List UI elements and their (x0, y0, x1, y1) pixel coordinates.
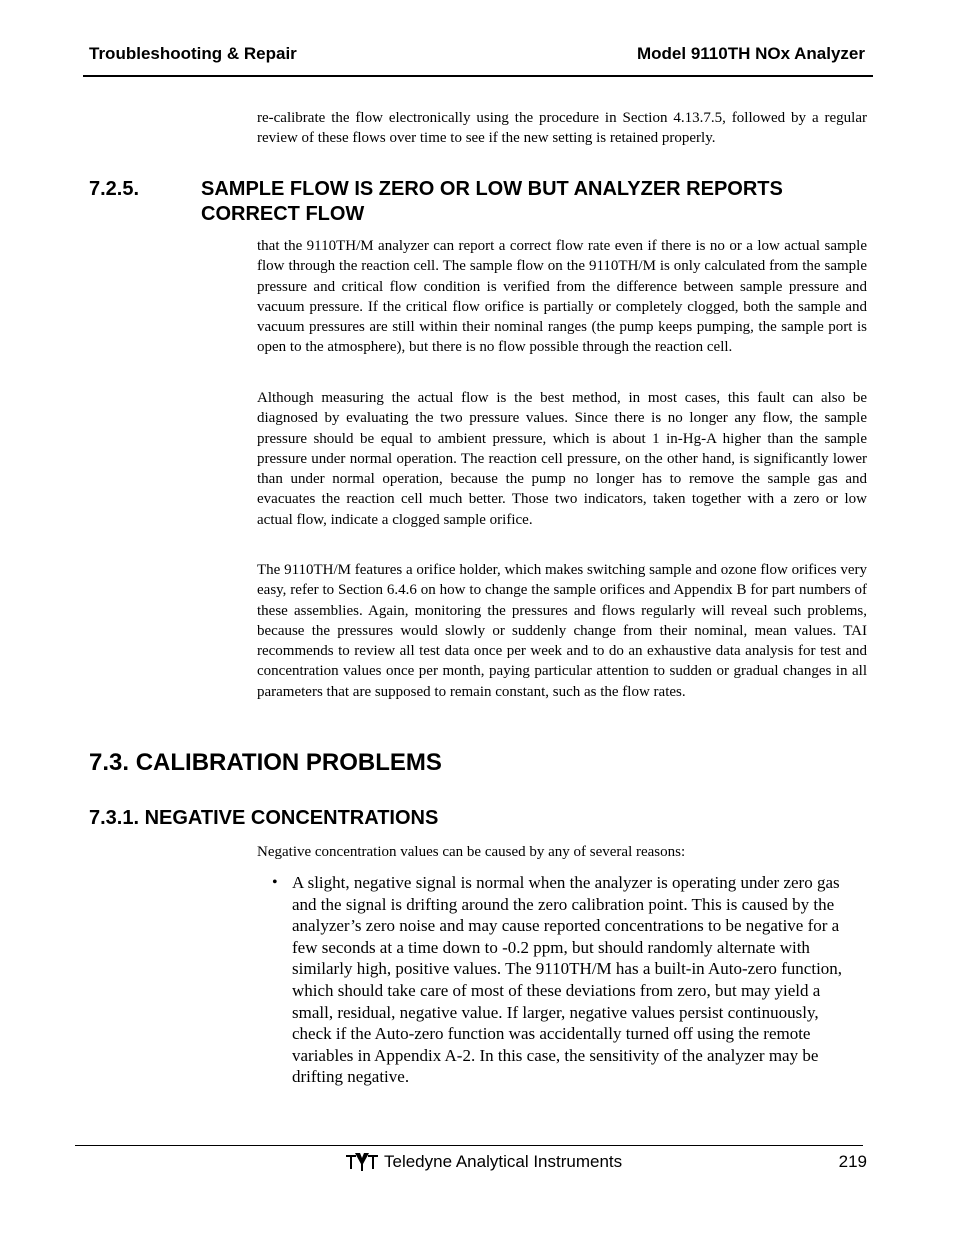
bullet-icon: • (272, 874, 278, 891)
footer-company: Teledyne Analytical Instruments (384, 1152, 623, 1171)
section-heading-7-3: 7.3. CALIBRATION PROBLEMS (89, 749, 442, 776)
paragraph: The 9110TH/M features a orifice holder, which makes switching sample and ozone flow orifices very easy, refer to Section 6.4.6 on how to change the sample orifices and Appendix B for part numbers of these assemblies. Again, monitoring the pressures and flows regularly will reveal such problems, because the pressures would slowly or suddenly change from their nominal, mean values. TAI recommends to review all test data once per week and to do an exhaustive data analysis for test and concentration values once per month, paying particular attention to sudden or gradual changes in all parameters that are supposed to remain constant, such as the flow rates. (257, 562, 867, 700)
teledyne-logo-icon (346, 1152, 378, 1172)
running-header-right: Model 9110TH NOx Analyzer (636, 44, 865, 63)
section-title-line1: SAMPLE FLOW IS ZERO OR LOW BUT ANALYZER REPORTS (201, 178, 783, 200)
page-number: 219 (838, 1152, 867, 1171)
section-heading-7-2-5 (89, 177, 849, 227)
header-rule (83, 75, 873, 77)
paragraph: that the 9110TH/M analyzer can report a correct flow rate even if there is no or a low actual sample flow through the reaction cell. The sample flow on the 9110TH/M is only calculated from the sample pressure and critical flow condition is verified from the difference between sample pressure and vacuum pressure. If the critical flow orifice is partially or completely clogged, both the sample and vacuum pressures are still within their nominal ranges (the pump keeps pumping, the sample port is open to the atmosphere), but there is no flow possible through the reaction cell. (257, 238, 867, 356)
paragraph: Although measuring the actual flow is the best method, in most cases, this fault can also be diagnosed by evaluating the two pressure values. Since there is no longer any flow, the sample pressure should be equal to ambient pressure, which is about 1 in-Hg-A higher than the sample pressure under normal operation. The reaction cell pressure, on the other hand, is significantly lower than under normal operation, because the pump no longer has to remove the sample gas and evacuates the reaction cell much better. Those two indicators, taken together with a zero or low actual flow, indicate a clogged sample orifice. (257, 390, 867, 528)
section-title-line2: CORRECT FLOW (201, 203, 365, 225)
footer-rule (75, 1145, 863, 1146)
running-header-left: Troubleshooting & Repair (89, 44, 297, 63)
bullet-list (272, 872, 862, 1088)
section-number: 7.2.5. (89, 178, 140, 200)
list-item: A slight, negative signal is normal when the analyzer is operating under zero gas and the signal is drifting around the zero calibration point. This is caused by the analyzer’s zero noise and may cause reported concentrations to be negative for a few seconds at a time down to -0.2 ppm, but should randomly alternate with similarly high, positive values. The 9110TH/M has a built-in Auto-zero function, which should take care of most of these deviations from zero, but may yield a small, residual, negative value. If larger, negative values persist continuously, check if the Auto-zero function was accidentally turned off using the remote variables in Appendix A-2. In this case, the sensitivity of the analyzer may be drifting negative. (292, 873, 843, 1087)
section-intro: Negative concentration values can be caused by any of several reasons: (257, 844, 686, 860)
section-heading-7-3-1: 7.3.1. NEGATIVE CONCENTRATIONS (89, 807, 439, 829)
intro-paragraph: re-calibrate the flow electronically using the procedure in Section 4.13.7.5, followed by a regular review of these flows over time to see if the new setting is retained properly. (257, 110, 867, 147)
